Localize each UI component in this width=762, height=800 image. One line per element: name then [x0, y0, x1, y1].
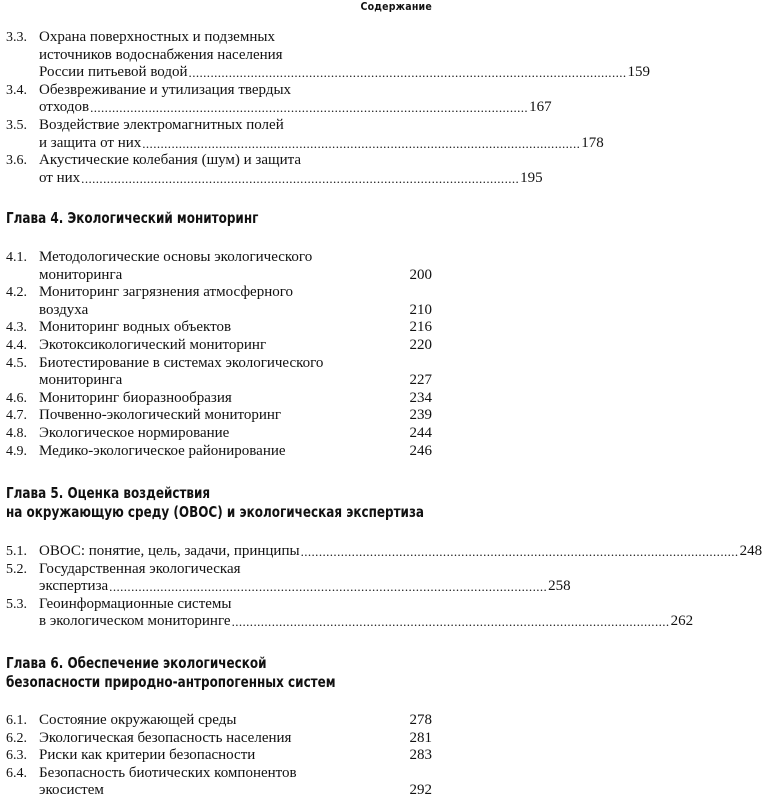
- leader-dots: ........................................................................................................................: [109, 579, 548, 595]
- toc-entry-number: 4.9.: [6, 443, 27, 459]
- toc-entry-number: 5.2.: [6, 561, 27, 577]
- leader-dots: ........................................................................................................................: [188, 65, 627, 81]
- leader-gap: [229, 425, 409, 443]
- toc-entry-body: [39, 747, 432, 765]
- toc-entry-page: 159: [627, 64, 651, 81]
- toc-entry-page: 278: [409, 712, 432, 728]
- toc-entry-title-line: Воздействие электромагнитных полей: [39, 117, 284, 133]
- toc-entry-number: 4.7.: [6, 408, 27, 424]
- toc-entry-title-line: источников водоснабжения населения: [39, 46, 283, 63]
- leader-dots: ........................................................................................................................: [81, 170, 520, 186]
- toc-entry-body: [39, 765, 432, 800]
- leader-gap: [281, 407, 409, 425]
- toc-entry-body: [39, 595, 694, 631]
- toc-entry-number: 4.4.: [6, 338, 27, 353]
- toc-entry-page: 248: [739, 543, 762, 559]
- leader-gap: [291, 730, 409, 748]
- toc-entry-page: 244: [409, 425, 432, 441]
- chapter-6-title-line-1: Глава 6. Обеспечение экологической: [6, 654, 267, 672]
- toc-entry-body: [39, 425, 432, 443]
- toc-entry-number: 3.3.: [6, 30, 27, 45]
- toc-entry-number: 6.2.: [6, 730, 27, 746]
- toc-entry-body: [39, 337, 432, 355]
- toc-entry-title-line: Геоинформационные системы: [39, 595, 232, 612]
- toc-entry-title-line: Состояние окружающей среды: [39, 712, 237, 728]
- toc-entry-page: 281: [409, 729, 432, 746]
- toc-entry-page: 246: [409, 442, 432, 459]
- toc-entry-body: [39, 730, 432, 748]
- toc-entry-number: 4.1.: [6, 250, 27, 265]
- toc-entry-title-line: и защита от них: [39, 134, 142, 151]
- toc-entry-number: 6.1.: [6, 713, 27, 728]
- toc-entry-number: 3.6.: [6, 153, 27, 169]
- toc-entry-title-line: экосистем: [39, 782, 104, 799]
- leader-gap: [236, 712, 409, 730]
- toc-entry-body: [39, 390, 432, 408]
- leader-gap: [266, 337, 409, 355]
- chapter-5-title-line-2: на окружающую среду (ОВОС) и экологическая экспертиза: [6, 503, 425, 521]
- toc-entry-page: 195: [520, 169, 543, 186]
- toc-entry-page: 283: [409, 747, 432, 764]
- toc-entry-page: 200: [409, 266, 432, 283]
- toc-entry-title-line: России питьевой водой: [39, 64, 188, 81]
- toc-entry-title-line: воздуха: [39, 301, 89, 318]
- leader-dots: ........................................................................................................................: [231, 614, 670, 630]
- toc-entry-page: 178: [581, 134, 604, 151]
- toc-entry-title-line: от них: [39, 169, 81, 186]
- toc-entry-body: [39, 712, 432, 730]
- toc-entry-number: 5.3.: [6, 596, 27, 612]
- toc-entry-body: [39, 81, 552, 117]
- leader-gap: [286, 443, 410, 461]
- toc-entry-title-line: Мониторинг загрязнения атмосферного: [39, 284, 293, 301]
- toc-entry-number: 6.3.: [6, 748, 27, 764]
- toc-entry-title-line: в экологическом мониторинге: [39, 613, 231, 630]
- toc-entry-number: 6.4.: [6, 765, 27, 781]
- toc-entry-page: 258: [548, 578, 571, 595]
- toc-entry-title-line: Методологические основы экологического: [39, 249, 313, 265]
- toc-entry-number: 4.5.: [6, 355, 27, 371]
- toc-entry-title-line: Мониторинг водных объектов: [39, 319, 232, 336]
- toc-entry-title-line: Акустические колебания (шум) и защита: [39, 152, 301, 169]
- leader-gap: [88, 302, 409, 320]
- toc-entry-body: [39, 543, 762, 561]
- toc-entry-page: 167: [529, 99, 552, 116]
- toc-entry-body: [39, 443, 432, 461]
- toc-entry-page: 262: [670, 613, 694, 630]
- chapter-5-title-line-1: Глава 5. Оценка воздействия: [6, 484, 211, 502]
- toc-entry-title-line: отходов: [39, 99, 90, 116]
- toc-entry-page: 227: [409, 372, 432, 389]
- toc-entry-title-line: мониторинга: [39, 372, 123, 389]
- toc-entry-title-line: Экологическое нормирование: [39, 425, 230, 441]
- toc-entry-title-line: Охрана поверхностных и подземных: [39, 29, 275, 45]
- toc-entry-title-line: Риски как критерии безопасности: [39, 747, 256, 764]
- leader-dots: ........................................................................................................................: [300, 544, 739, 559]
- chapter-4-title: Глава 4. Экологический мониторинг: [6, 209, 259, 227]
- toc-entry-title-line: Почвенно-экологический мониторинг: [39, 407, 282, 424]
- toc-entry-body: [39, 117, 604, 152]
- toc-entry-page: 234: [409, 389, 432, 406]
- leader-gap: [122, 267, 409, 285]
- toc-entry-number: 3.4.: [6, 82, 27, 98]
- toc-entry-title-line: Мониторинг биоразнообразия: [39, 389, 232, 406]
- toc-entry-number: 5.1.: [6, 544, 27, 559]
- toc-entry-title-line: Экотоксикологический мониторинг: [39, 337, 267, 353]
- toc-entry-number: 4.3.: [6, 320, 27, 336]
- toc-entry-page: 220: [409, 337, 432, 353]
- toc-entry-title-line: Биотестирование в системах экологического: [39, 354, 324, 371]
- leader-gap: [231, 319, 409, 337]
- leader-gap: [104, 782, 410, 800]
- toc-entry-title-line: Обезвреживание и утилизация твердых: [39, 81, 292, 98]
- toc-entry-number: 3.5.: [6, 118, 27, 133]
- toc-entry-body: [39, 355, 432, 390]
- toc-entry-title-line: Экологическая безопасность населения: [39, 729, 292, 746]
- toc-entry-title-line: Медико-экологическое районирование: [39, 442, 286, 459]
- toc-entry-body: [39, 284, 432, 319]
- toc-entry-page: 239: [409, 407, 432, 424]
- running-head: Содержание: [360, 1, 432, 13]
- leader-dots: ........................................................................................................................: [90, 100, 529, 116]
- leader-gap: [255, 747, 409, 765]
- toc-entry-number: 4.8.: [6, 426, 27, 441]
- toc-entry-number: 4.6.: [6, 390, 27, 406]
- toc-entry-body: [39, 407, 432, 425]
- toc-entry-body: [39, 152, 543, 187]
- toc-entry-page: 210: [409, 301, 432, 318]
- leader-dots: ........................................................................................................................: [142, 135, 581, 151]
- chapter-6-title-line-2: безопасности природно-антропогенных систем: [6, 673, 336, 691]
- leader-gap: [232, 390, 410, 408]
- toc-entry-title-line: мониторинга: [39, 266, 123, 283]
- toc-entry-title-line: ОВОС: понятие, цель, задачи, принципы: [39, 543, 300, 559]
- toc-entry-body: [39, 319, 432, 337]
- toc-entry-number: 4.2.: [6, 285, 27, 301]
- toc-entry-title-line: Государственная экологическая: [39, 560, 241, 577]
- toc-entry-page: 292: [409, 782, 432, 799]
- toc-entry-body: [39, 249, 432, 284]
- toc-entry-title-line: экспертиза: [39, 578, 109, 595]
- toc-entry-title-line: Безопасность биотических компонентов: [39, 764, 297, 781]
- leader-gap: [122, 372, 409, 390]
- toc-entry-body: [39, 29, 651, 82]
- toc-entry-body: [39, 560, 571, 596]
- toc-entry-page: 216: [409, 319, 432, 336]
